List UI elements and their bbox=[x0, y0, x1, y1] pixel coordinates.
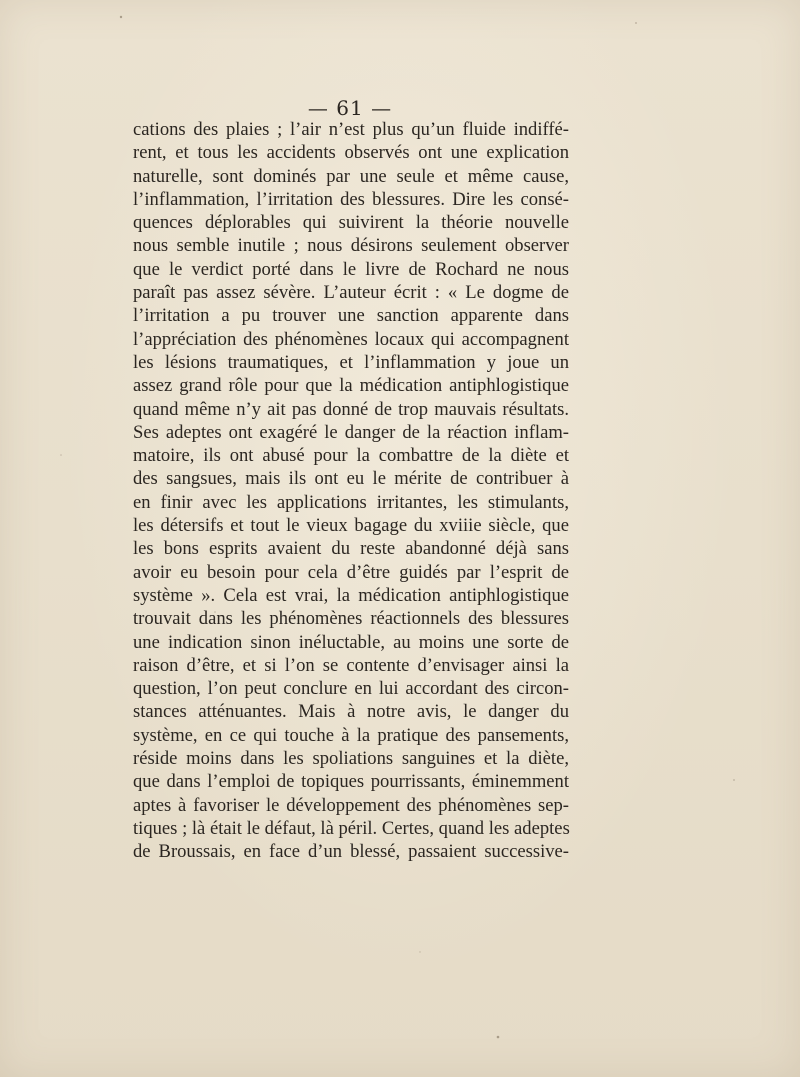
page-number: — 61 — bbox=[307, 96, 393, 120]
text-line: que dans l’emploi de topiques pourrissants, éminemment bbox=[133, 771, 569, 793]
text-line: système, en ce qui touche à la pratique des pansements, bbox=[133, 724, 569, 746]
text-line: matoire, ils ont abusé pour la combattre de la diète et bbox=[133, 445, 569, 467]
text-line: les lésions traumatiques, et l’inflammation y joue un bbox=[133, 351, 569, 373]
text-line: stances atténuantes. Mais à notre avis, le danger du bbox=[133, 701, 569, 723]
text-line: nous semble inutile ; nous désirons seulement observer bbox=[133, 235, 569, 257]
text-line: les détersifs et tout le vieux bagage du xviiie siècle, que bbox=[133, 515, 569, 537]
text-line: système ». Cela est vrai, la médication antiphlogistique bbox=[133, 584, 569, 606]
text-line: trouvait dans les phénomènes réactionnels des blessures bbox=[133, 608, 569, 630]
text-line: Ses adeptes ont exagéré le danger de la réaction inflam- bbox=[133, 421, 569, 443]
text-line: l’appréciation des phénomènes locaux qui accompagnent bbox=[133, 328, 569, 350]
text-line: paraît pas assez sévère. L’auteur écrit : « Le dogme de bbox=[133, 282, 569, 304]
body-text bbox=[133, 118, 569, 864]
text-line: que le verdict porté dans le livre de Rochard ne nous bbox=[133, 258, 569, 280]
text-line: l’inflammation, l’irritation des blessures. Dire les consé- bbox=[133, 188, 569, 210]
text-line: tiques ; là était le défaut, là péril. Certes, quand les adeptes bbox=[133, 817, 570, 839]
text-line: de Broussais, en face d’un blessé, passaient successive- bbox=[133, 841, 569, 863]
text-line: quences déplorables qui suivirent la théorie nouvelle bbox=[133, 212, 569, 234]
text-line: raison d’être, et si l’on se contente d’envisager ainsi la bbox=[133, 654, 569, 676]
text-line: des sangsues, mais ils ont eu le mérite de contribuer à bbox=[133, 468, 569, 490]
text-line: rent, et tous les accidents observés ont une explication bbox=[133, 142, 569, 164]
text-line: une indication sinon inéluctable, au moins une sorte de bbox=[133, 631, 569, 653]
text-line: assez grand rôle pour que la médication antiphlogistique bbox=[133, 375, 569, 397]
text-line: quand même n’y ait pas donné de trop mauvais résultats. bbox=[133, 398, 569, 420]
text-line: naturelle, sont dominés par une seule et même cause, bbox=[133, 165, 569, 187]
text-line: les bons esprits avaient du reste abandonné déjà sans bbox=[133, 538, 569, 560]
text-line: cations des plaies ; l’air n’est plus qu’un fluide indiffé- bbox=[133, 119, 569, 140]
text-line: réside moins dans les spoliations sanguines et la diète, bbox=[133, 748, 569, 770]
text-line: l’irritation a pu trouver une sanction apparente dans bbox=[133, 305, 569, 327]
text-line: avoir eu besoin pour cela d’être guidés par l’esprit de bbox=[133, 561, 569, 583]
text-line: en finir avec les applications irritantes, les stimulants, bbox=[133, 491, 569, 513]
text-line: aptes à favoriser le développement des phénomènes sep- bbox=[133, 794, 569, 816]
text-line: question, l’on peut conclure en lui accordant des circon- bbox=[133, 678, 569, 700]
